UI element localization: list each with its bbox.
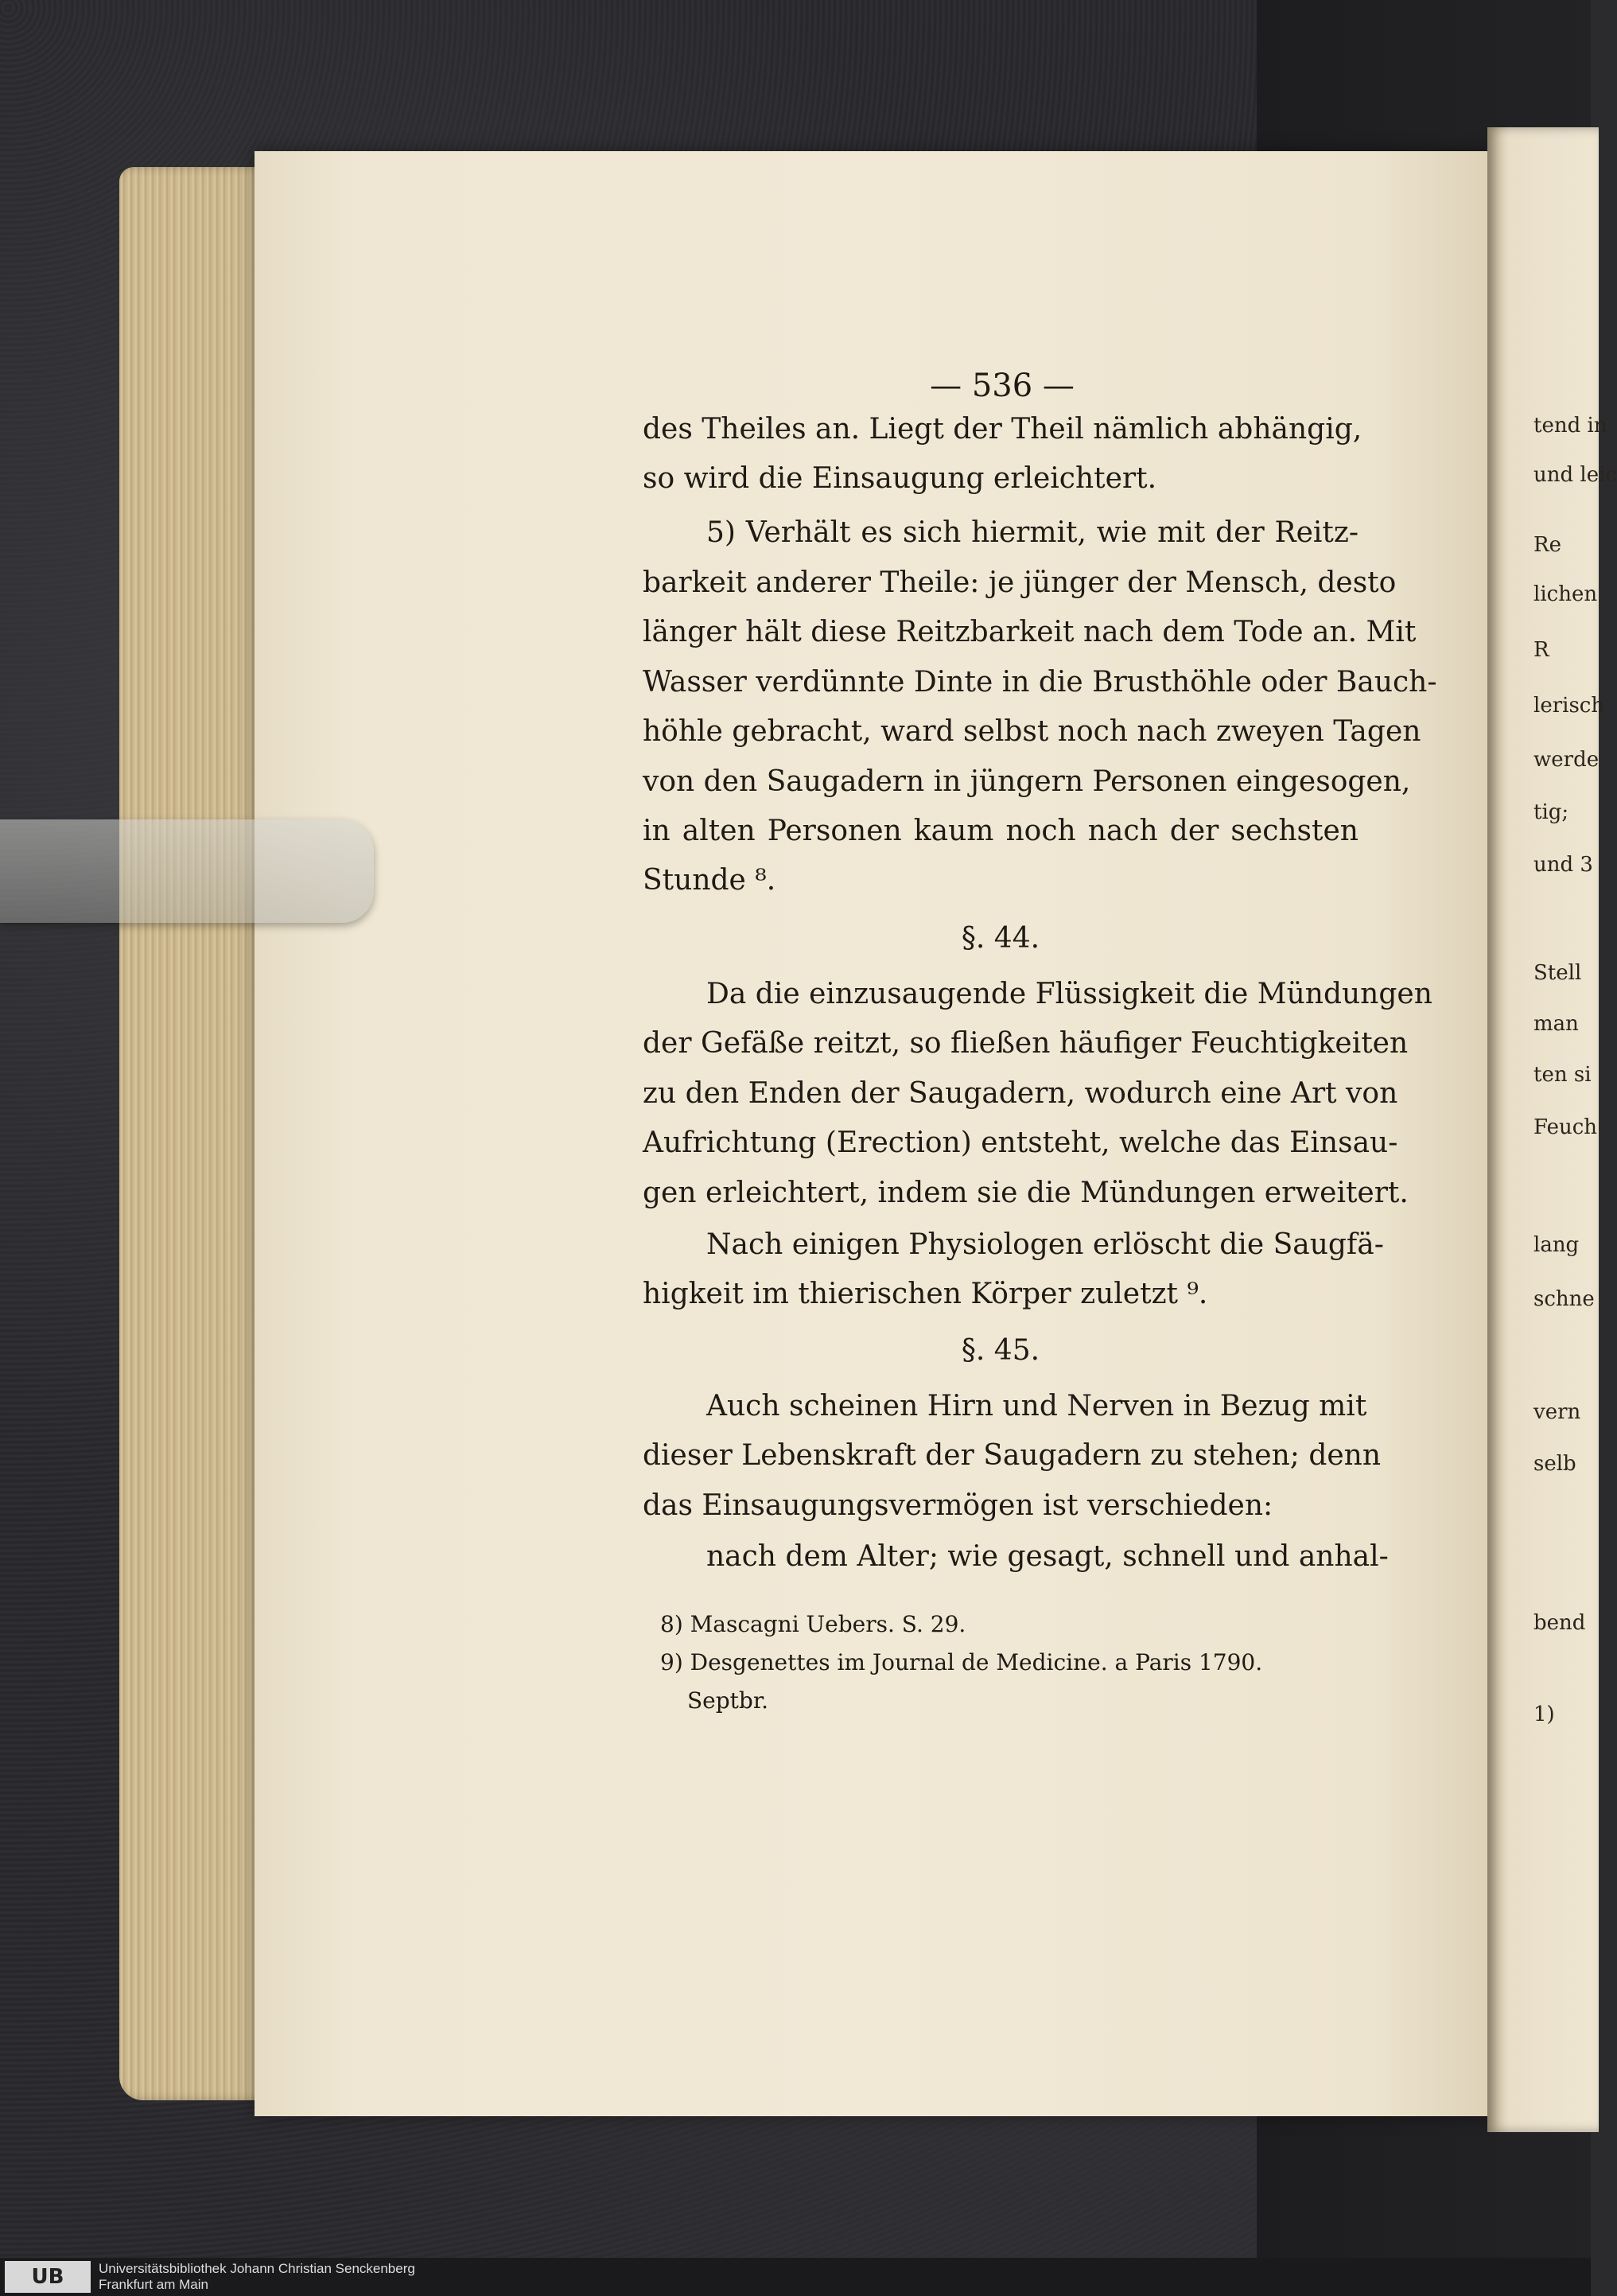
text-line: higkeit im thierischen Körper zuletzt ⁹. [643, 1278, 1208, 1310]
text-line: Auch scheinen Hirn und Nerven in Bezug mit [706, 1390, 1367, 1422]
footnotes [660, 1605, 1360, 1720]
text-line: des Theiles an. Liegt der Theil nämlich abhängig, [643, 413, 1362, 446]
library-logo: UB [5, 2261, 91, 2293]
footnote: 9) Desgenettes im Journal de Medicine. a Paris 1790. [660, 1649, 1263, 1675]
text-line: 5) Verhält es sich hiermit, wie mit der Reitz- [706, 516, 1359, 549]
text-line: Stunde ⁸. [643, 864, 776, 897]
facing-fragment: R [1533, 638, 1549, 662]
footnote: 8) Mascagni Uebers. S. 29. [660, 1611, 966, 1637]
facing-fragment: werde [1533, 748, 1600, 772]
text-line: länger hält diese Reitzbarkeit nach dem Tode an. Mit [643, 616, 1417, 648]
text-line: nach dem Alter; wie gesagt, schnell und anhal- [706, 1540, 1389, 1573]
facing-fragment: und 3 [1533, 853, 1593, 877]
facing-fragment: 1) [1533, 1703, 1555, 1726]
section-heading: §. 45. [961, 1334, 1040, 1367]
text-line: Wasser verdünnte Dinte in die Brusthöhle oder Bauch- [643, 666, 1437, 699]
facing-fragment: Re [1533, 533, 1561, 557]
page-block-edge [119, 167, 270, 2100]
text-line: so wird die Einsaugung erleichtert. [643, 462, 1157, 495]
facing-fragment: vern [1533, 1400, 1581, 1424]
facing-fragment: ten si [1533, 1063, 1592, 1087]
section-heading: §. 44. [961, 922, 1040, 955]
footnote-continuation: Septbr. [687, 1687, 769, 1714]
glass-page-weight [0, 819, 374, 923]
text-line: Aufrichtung (Erection) entsteht, welche das Einsau- [643, 1127, 1398, 1159]
library-footer [0, 2258, 1591, 2296]
facing-fragment: und leic [1533, 463, 1617, 487]
text-line: barkeit anderer Theile: je jünger der Mensch, desto [643, 566, 1397, 599]
library-name-line: Universitätsbibliothek Johann Christian Senckenberg [99, 2261, 415, 2276]
facing-fragment: schne [1533, 1287, 1595, 1311]
facing-fragment: lang [1533, 1233, 1580, 1257]
text-line: der Gefäße reitzt, so fließen häufiger Feuchtigkeiten [643, 1027, 1409, 1060]
facing-fragment: Feuch [1533, 1115, 1598, 1139]
facing-fragment: lerisch [1533, 694, 1605, 718]
facing-fragment: Stell [1533, 961, 1582, 985]
text-line: in alten Personen kaum noch nach der sechsten [643, 815, 1359, 847]
page-number: — 536 — [930, 368, 1075, 404]
text-line: zu den Enden der Saugadern, wodurch eine Art von [643, 1077, 1398, 1110]
facing-fragment: lichen [1533, 582, 1598, 606]
facing-fragment: selb [1533, 1452, 1576, 1476]
facing-fragment: tend in [1533, 414, 1607, 438]
text-line: Da die einzusaugende Flüssigkeit die Mündungen [706, 978, 1432, 1010]
text-line: das Einsaugungsvermögen ist verschieden: [643, 1489, 1273, 1522]
text-line: höhle gebracht, ward selbst noch nach zweyen Tagen [643, 715, 1421, 748]
text-line: gen erleichtert, indem sie die Mündungen erweitert. [643, 1177, 1409, 1209]
text-line: dieser Lebenskraft der Saugadern zu stehen; denn [643, 1439, 1382, 1472]
text-line: von den Saugadern in jüngern Personen eingesogen, [643, 765, 1411, 798]
facing-fragment: tig; [1533, 800, 1569, 824]
text-line: Nach einigen Physiologen erlöscht die Saugfä- [706, 1228, 1384, 1261]
library-city-line: Frankfurt am Main [99, 2277, 208, 2292]
library-name [99, 2261, 415, 2293]
facing-fragment: man [1533, 1012, 1579, 1036]
facing-fragment: bend [1533, 1611, 1586, 1635]
